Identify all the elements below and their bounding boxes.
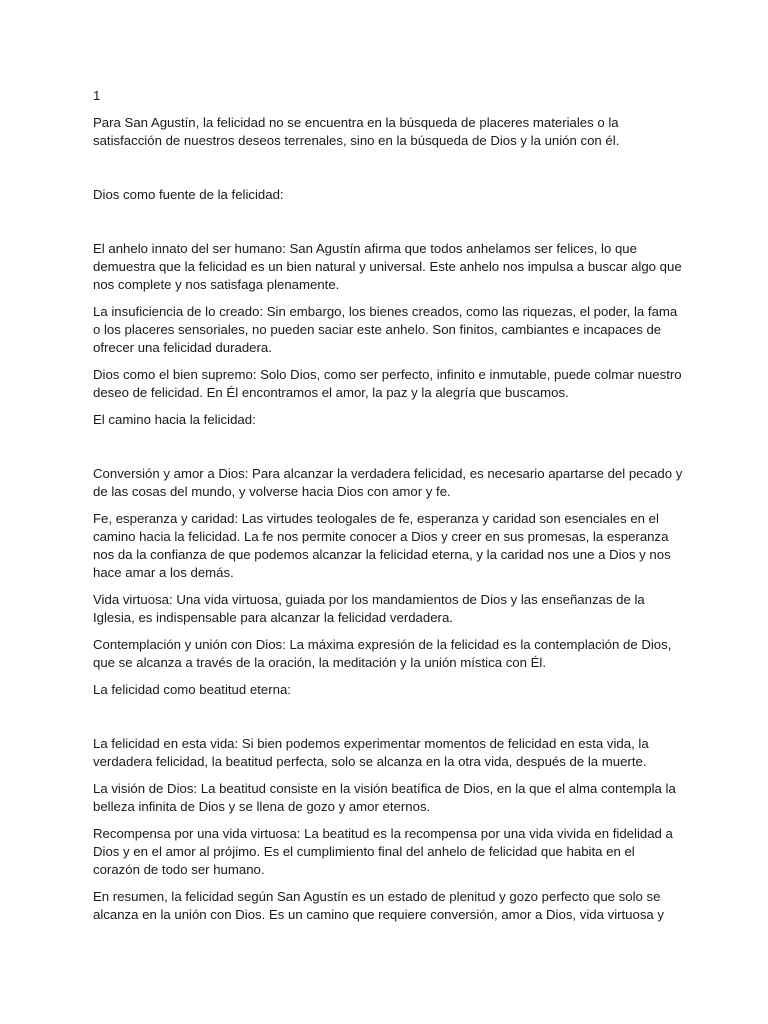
paragraph-vision: La visión de Dios: La beatitud consiste en la visión beatífica de Dios, en la que el alma contempla la belleza infinita de Dios y se llena de gozo y amor eternos. [93,781,676,814]
page-number: 1 [93,88,101,103]
paragraph-vida-virtuosa: Vida virtuosa: Una vida virtuosa, guiada por los mandamientos de Dios y las enseñanzas de la Iglesia, es indispensable para alcanzar la felicidad verdadera. [93,592,645,625]
paragraph-fe-esperanza: Fe, esperanza y caridad: Las virtudes teologales de fe, esperanza y caridad son esenciales en el camino hacia la felicidad. La fe nos permite conocer a Dios y creer en sus promesas, la esperanza nos da la confianza de que podemos alcanzar la felicidad eterna, y la caridad nos une a Dios y nos hace amar a los demás. [93,511,671,580]
paragraph-conversion: Conversión y amor a Dios: Para alcanzar la verdadera felicidad, es necesario apartarse del pecado y de las cosas del mundo, y volverse hacia Dios con amor y fe. [93,466,683,499]
document-body [93,87,683,933]
paragraph-insuficiencia: La insuficiencia de lo creado: Sin embargo, los bienes creados, como las riquezas, el poder, la fama o los placeres sensoriales, no pueden saciar este anhelo. Son finitos, cambiantes e incapaces de ofrecer una felicidad duradera. [93,304,678,355]
paragraph-recompensa: Recompensa por una vida virtuosa: La beatitud es la recompensa por una vida vivida en fidelidad a Dios y en el amor al prójimo. Es el cumplimiento final del anhelo de felicidad que habita en el corazón de todo ser humano. [93,826,673,877]
section-heading-camino: El camino hacia la felicidad: [93,412,256,427]
section-heading-fuente: Dios como fuente de la felicidad: [93,187,284,202]
paragraph-intro: Para San Agustín, la felicidad no se encuentra en la búsqueda de placeres materiales o la satisfacción de nuestros deseos terrenales, sino en la búsqueda de Dios y la unión con él. [93,115,620,148]
section-heading-beatitud: La felicidad como beatitud eterna: [93,682,291,697]
paragraph-resumen: En resumen, la felicidad según San Agustín es un estado de plenitud y gozo perfecto que solo se alcanza en la unión con Dios. Es un camino que requiere conversión, amor a Dios, vida virtuosa y [93,889,665,922]
paragraph-bien-supremo: Dios como el bien supremo: Solo Dios, como ser perfecto, infinito e inmutable, puede colmar nuestro deseo de felicidad. En Él encontramos el amor, la paz y la alegría que buscamos. [93,367,682,400]
paragraph-esta-vida: La felicidad en esta vida: Si bien podemos experimentar momentos de felicidad en esta vida, la verdadera felicidad, la beatitud perfecta, solo se alcanza en la otra vida, después de la muerte. [93,736,649,769]
paragraph-anhelo: El anhelo innato del ser humano: San Agustín afirma que todos anhelamos ser felices, lo que demuestra que la felicidad es un bien natural y universal. Este anhelo nos impulsa a buscar algo que nos complete y nos satisfaga plenamente. [93,241,682,292]
paragraph-contemplacion: Contemplación y unión con Dios: La máxima expresión de la felicidad es la contemplación de Dios, que se alcanza a través de la oración, la meditación y la unión mística con Él. [93,637,672,670]
